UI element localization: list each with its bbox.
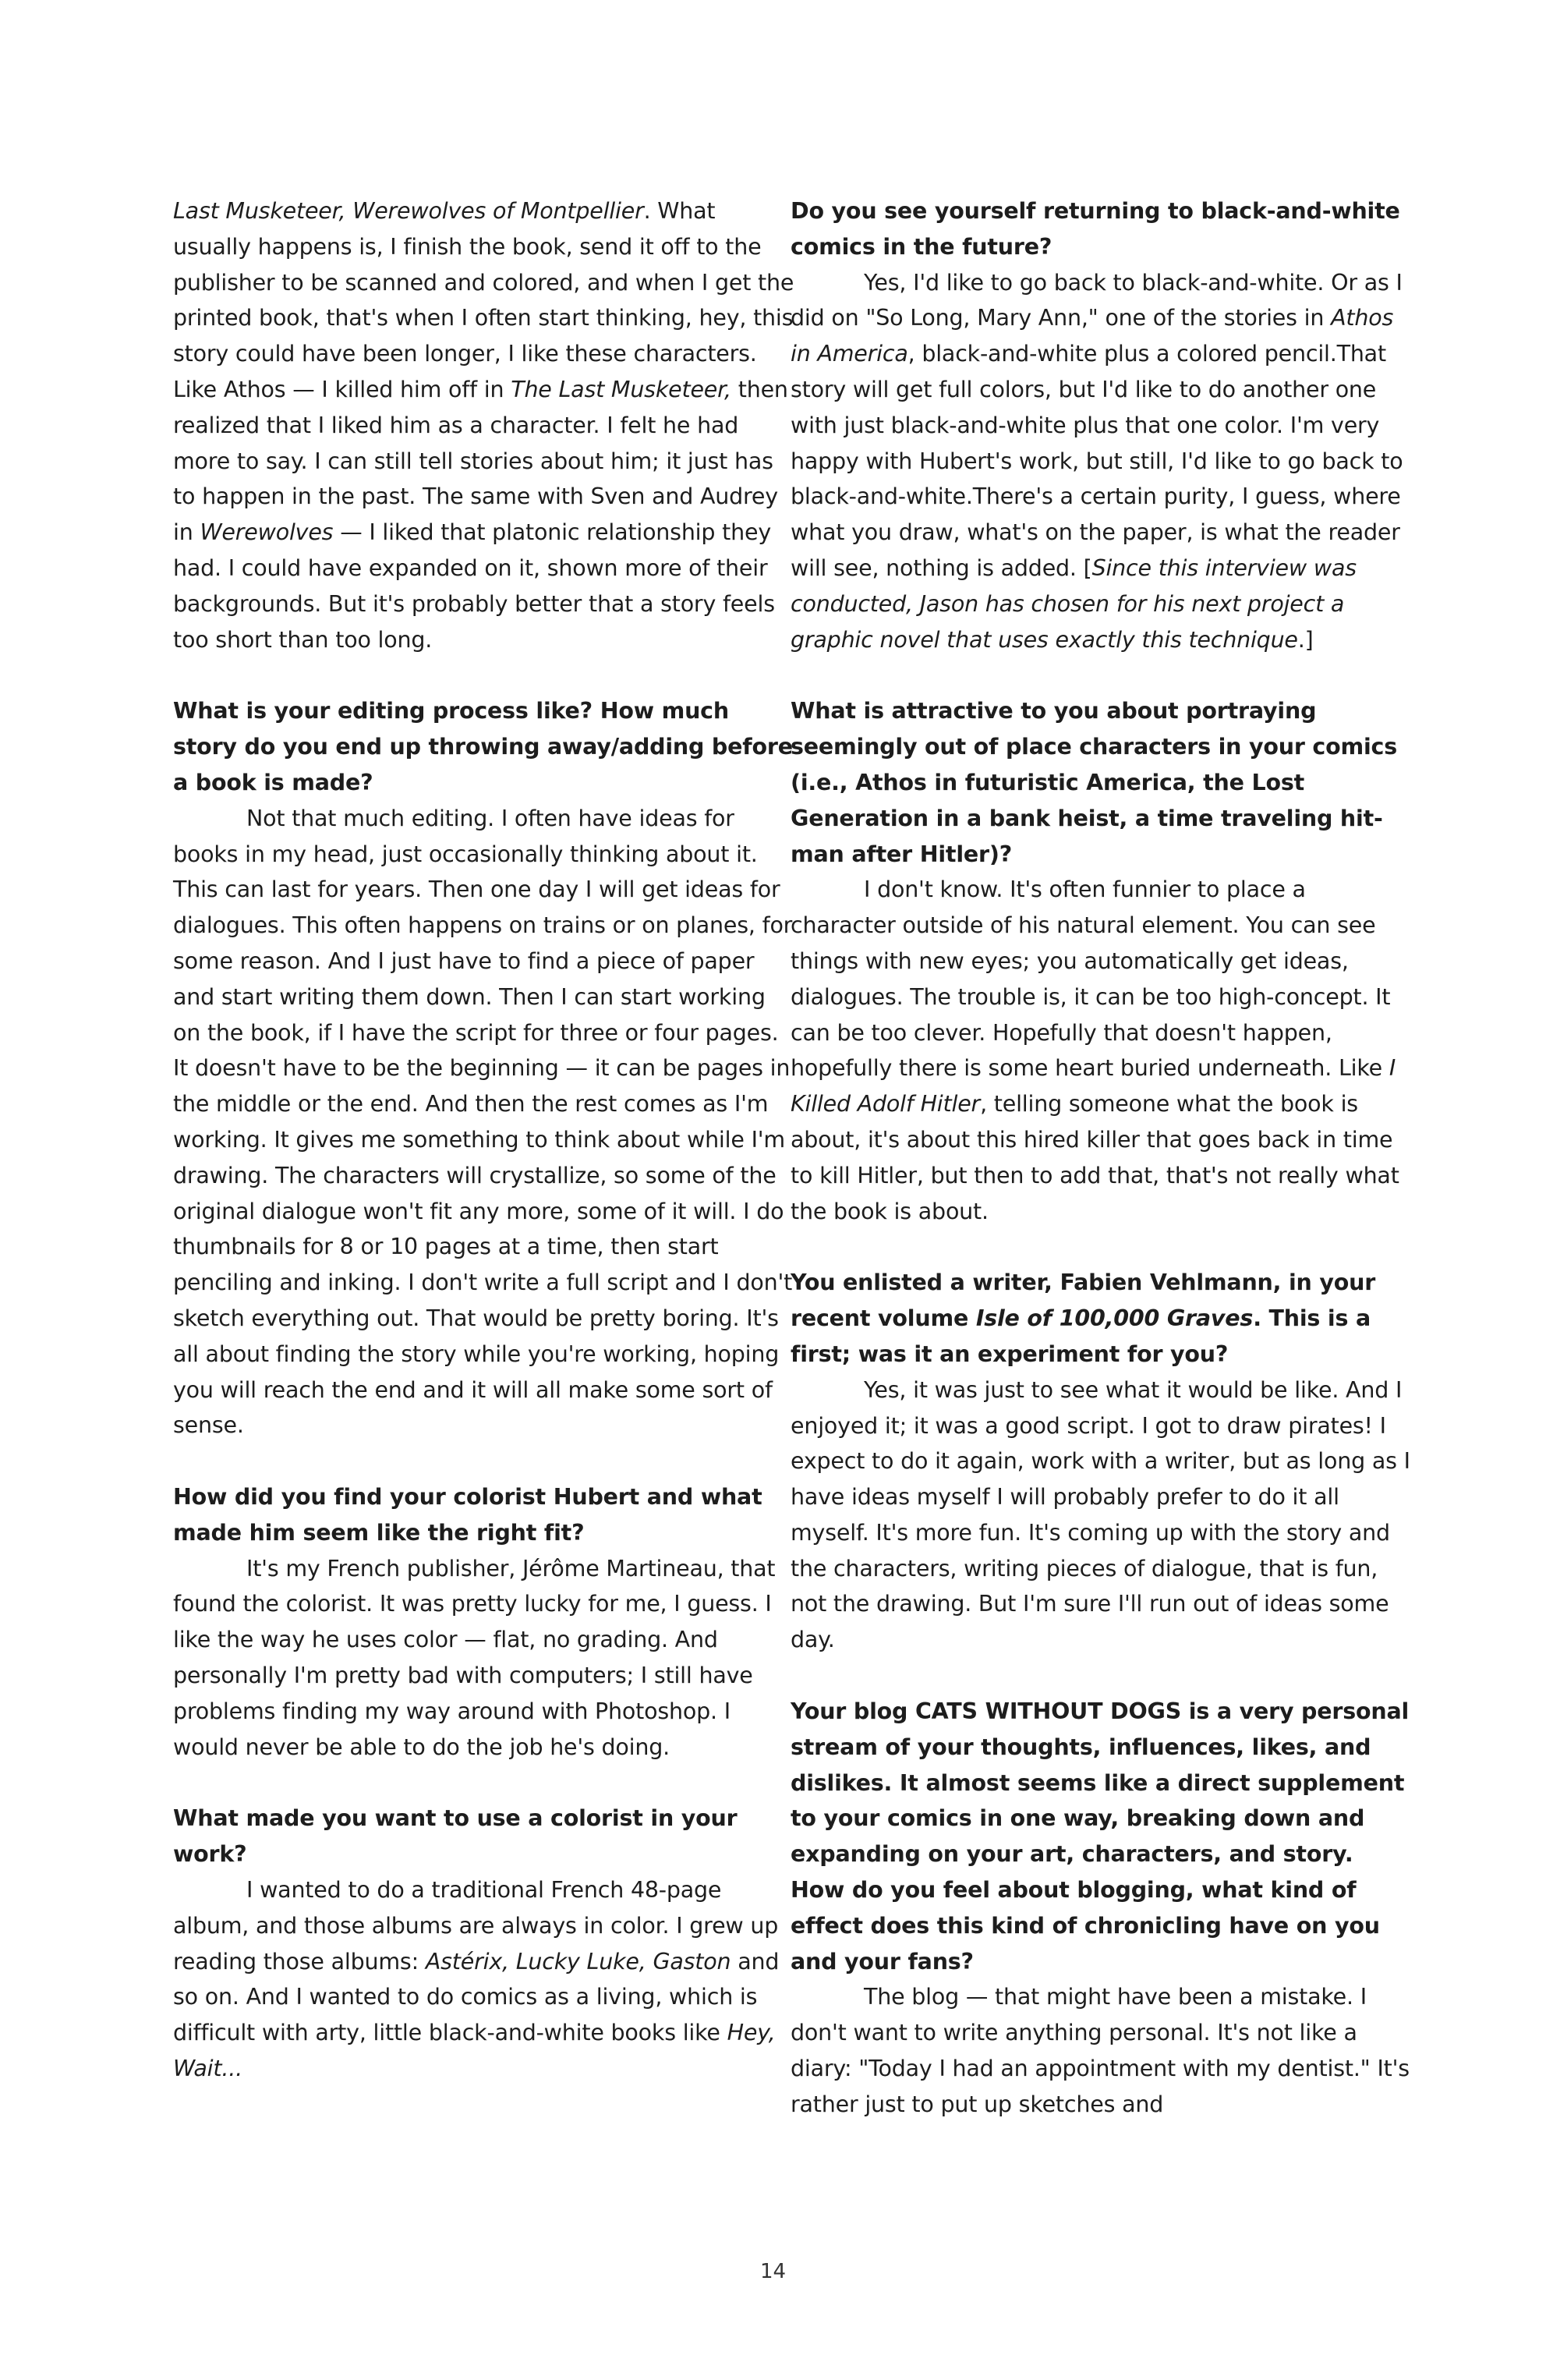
interview-question — [791, 1694, 1414, 1979]
italic-text: Werewolves — [200, 519, 334, 546]
interview-question — [791, 693, 1414, 872]
text-run: It's my French publisher, Jérôme Martineau, that found the colorist. It was pretty lucky for me, I guess. I like the way he uses color — flat, no grading. And personally I'm pretty bad with computers; I still have problems finding my way around with Photoshop. I would never be able to do the job he's doing. — [173, 1555, 776, 1760]
text-run: then realized that I liked him as a character. I felt he had more to say. I can still tell stories about him; it just has to happen in the past. The same with Sven and Audrey in — [173, 376, 788, 546]
italic-text: Since this interview was conducted, Jason has chosen for his next project a graphic novel that uses exactly this technique — [791, 554, 1357, 653]
text-run: Yes, I'd like to go back to black-and-white. Or as I did on "So Long, Mary Ann," one of the stories in — [791, 269, 1403, 331]
right-column — [791, 193, 1414, 2123]
interview-question — [173, 1801, 797, 1872]
text-run: I wanted to do a traditional French 48-page album, and those albums are always in color. I grew up reading those albums: — [173, 1877, 779, 1974]
text-run: Not that much editing. I often have ideas for books in my head, just occasionally thinking about it. This can last for years. Then one day I will get ideas for dialogues. This often happens on trains or on planes, for some reason. And I just have to find a piece of paper and start writing them down. Then I can start working on the book, if I have the script for three or four pages. It doesn't have to be the beginning — it can be pages in the middle or the end. And then the rest comes as I'm working. It gives me something to think about while I'm drawing. The characters will crystallize, so some of the original dialogue won't fit any more, some of it will. I do thumbnails for 8 or 10 pages at a time, then start penciling and inking. I don't write a full script and I don't sketch everything out. That would be pretty boring. It's all about finding the story while you're working, hoping you will reach the end and it will all make some sort of sense. — [173, 805, 793, 1439]
text-run: What is your editing process like? How much story do you end up throwing away/adding before a book is made? — [173, 698, 793, 795]
text-run: . What usually happens is, I finish the book, send it off to the publisher to be scanned and colored, and when I get the printed book, that's when I often start thinking, hey, this story could have been longer, I like these characters. Like Athos — I killed him off in — [173, 198, 794, 402]
text-run: , telling someone what the book is about, it's about this hired killer that goes back in time to kill Hitler, but then to add that, that's not really what the book is about. — [791, 1091, 1399, 1224]
italic-text: Isle of 100,000 Graves — [975, 1305, 1254, 1332]
interview-answer — [173, 1872, 797, 2087]
interview-question — [173, 1479, 797, 1551]
interview-answer — [791, 1372, 1414, 1658]
text-run: How did you find your colorist Hubert and what made him seem like the right fit? — [173, 1484, 762, 1546]
interview-question — [791, 1265, 1414, 1372]
paragraph-gap — [173, 657, 797, 693]
left-column — [173, 193, 797, 2087]
text-run: You enlisted a writer, Fabien Vehlmann, in your recent volume — [791, 1270, 1376, 1332]
paragraph-gap — [791, 1658, 1414, 1694]
interview-answer — [173, 801, 797, 1443]
interview-answer — [791, 872, 1414, 1229]
text-run: Your blog CATS WITHOUT DOGS is a very personal stream of your thoughts, influences, likes, and dislikes. It almost seems like a direct supplement to your comics in one way, breaking down and expanding on your art, characters, and story. How do you feel about blogging, what kind of effect does this kind of chronicling have on you and your fans? — [791, 1698, 1410, 1974]
text-run: Do you see yourself returning to black-and-white comics in the future? — [791, 198, 1400, 260]
paragraph-gap — [173, 1765, 797, 1801]
page-number: 14 — [759, 2260, 787, 2283]
paragraph-gap — [173, 1443, 797, 1479]
interview-question — [173, 693, 797, 800]
paragraph-gap — [791, 1229, 1414, 1265]
italic-text: Astérix, Lucky Luke, Gaston — [425, 1948, 731, 1974]
text-run: Yes, it was just to see what it would be like. And I enjoyed it; it was a good script. I got to draw pirates! I expect to do it again, work with a writer, but as long as I have ideas myself I will probably prefer to do it all myself. It's more fun. It's coming up with the story and the characters, writing pieces of dialogue, that is fun, not the drawing. But I'm sure I'll run out of ideas some day. — [791, 1376, 1410, 1653]
paragraph-gap — [791, 657, 1414, 693]
text-run: — I liked that platonic relationship they had. I could have expanded on it, shown more of their backgrounds. But it's probably better that a story feels too short than too long. — [173, 519, 775, 653]
text-run: What made you want to use a colorist in your work? — [173, 1805, 738, 1868]
interview-answer — [173, 1551, 797, 1766]
text-run: I don't know. It's often funnier to place a character outside of his natural element. You can see things with new eyes; you automatically get ideas, dialogues. The trouble is, it can be too high-concept. It can be too clever. Hopefully that doesn't happen, hopefully there is some heart buried underneath. Like — [791, 877, 1391, 1082]
italic-text: Hey, Wait... — [173, 2020, 776, 2082]
text-run: . This is a first; was it an experiment for you? — [791, 1305, 1371, 1367]
italic-text: I Killed Adolf Hitler — [791, 1055, 1396, 1117]
interview-answer — [173, 193, 797, 657]
text-run: .] — [1297, 626, 1314, 653]
italic-text: Last Musketeer, Werewolves of Montpellier — [173, 198, 644, 224]
italic-text: Athos in America — [791, 305, 1394, 367]
text-run: The blog — that might have been a mistake. I don't want to write anything personal. It's not like a diary: "Today I had an appointment with my dentist." It's rather just to put up sketches and — [791, 1984, 1410, 2117]
text-run: , black-and-white plus a colored pencil.That story will get full colors, but I'd like to do another one with just black-and-white plus that one color. I'm very happy with Hubert's work, but still, I'd like to go back to black-and-white.There's a certain purity, I guess, where what you draw, what's on the paper, is what the reader will see, nothing is added. [ — [791, 341, 1403, 581]
interview-answer — [791, 1979, 1414, 2122]
interview-answer — [791, 265, 1414, 658]
interview-question — [791, 193, 1414, 265]
text-run: and so on. And I wanted to do comics as a living, which is difficult with arty, little black-and-white books like — [173, 1948, 780, 2046]
text-run: What is attractive to you about portraying seemingly out of place characters in your comics (i.e., Athos in futuristic America, the Lost Generation in a bank heist, a time traveling hit-man after Hitler)? — [791, 698, 1398, 867]
italic-text: The Last Musketeer, — [511, 376, 731, 402]
